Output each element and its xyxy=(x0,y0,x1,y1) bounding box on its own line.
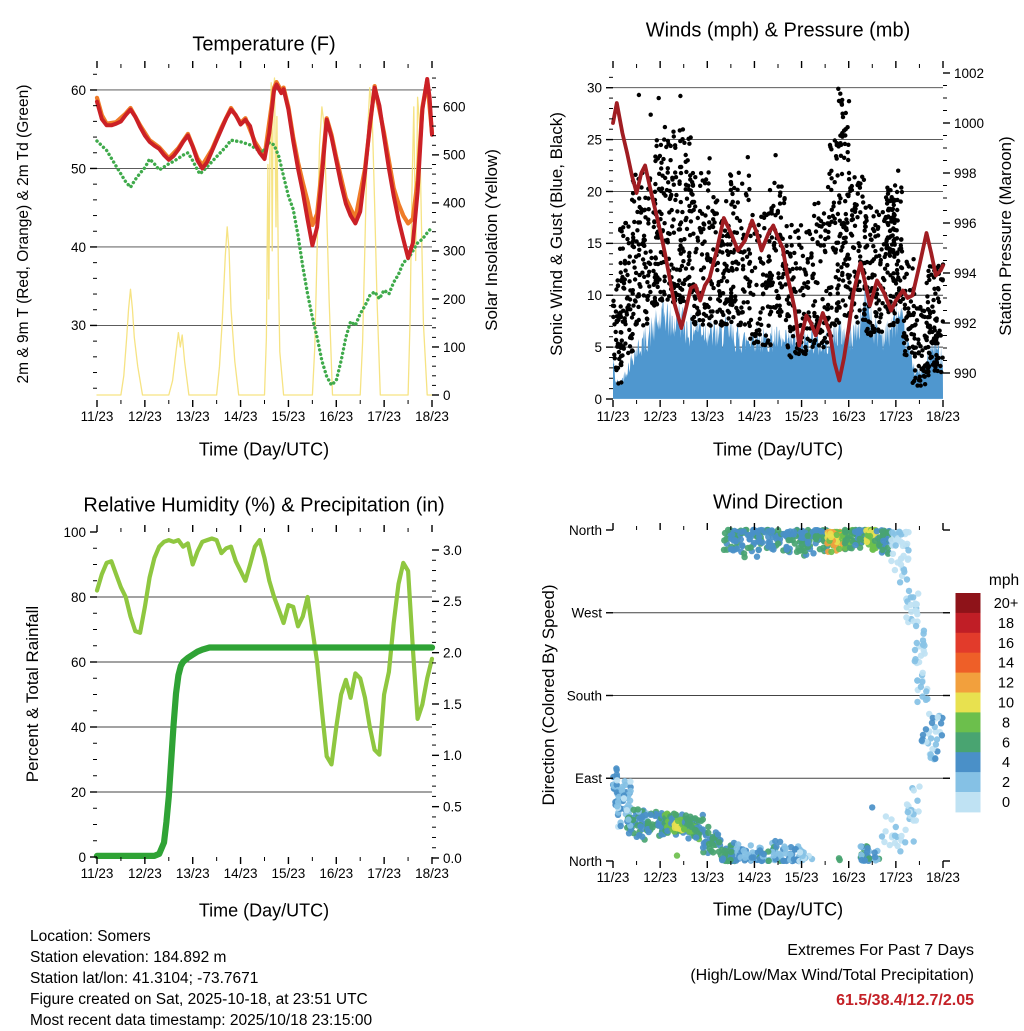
y-tick-label: 60 xyxy=(70,654,86,670)
temperature-left-axis-label: 2m & 9m T (Red, Orange) & 2m Td (Green) xyxy=(15,84,32,384)
x-tick-label: 16/23 xyxy=(319,866,354,881)
y-tick-label: 25 xyxy=(586,132,602,148)
wind-left-axis-label: Sonic Wind & Gust (Blue, Black) xyxy=(547,112,566,356)
x-tick-label: 13/23 xyxy=(175,866,210,881)
y-tick-label: 20 xyxy=(586,184,602,200)
x-tick-label: 18/23 xyxy=(415,409,449,424)
y-tick-label: 992 xyxy=(954,315,977,331)
x-tick-label: 16/23 xyxy=(831,870,866,885)
y-tick-label: 0.5 xyxy=(443,799,462,815)
x-tick-label: 14/23 xyxy=(223,409,258,424)
y-tick-label: 5 xyxy=(594,339,602,355)
y-tick-label: 500 xyxy=(443,147,466,163)
wind-direction-panel-title: Wind Direction xyxy=(712,491,844,514)
x-tick-label: 14/23 xyxy=(737,870,772,885)
y-tick-label: 60 xyxy=(70,82,86,98)
colorbar-title: mph xyxy=(988,572,1020,589)
y-tick-label: 1.5 xyxy=(443,696,462,712)
colorbar-tick-label: 20+ xyxy=(993,595,1019,612)
y-tick-label: 20 xyxy=(70,784,86,800)
y-tick-label: 1000 xyxy=(954,115,985,131)
x-tick-label: 18/23 xyxy=(415,866,449,881)
x-tick-label: 16/23 xyxy=(319,409,354,424)
x-tick-label: 11/23 xyxy=(596,409,630,424)
x-tick-label: 11/23 xyxy=(80,409,114,424)
extremes-subtitle: (High/Low/Max Wind/Total Precipitation) xyxy=(690,967,974,984)
x-tick-label: 12/23 xyxy=(643,409,678,424)
x-tick-label: 18/23 xyxy=(926,870,960,885)
humidity-panel-title: Relative Humidity (%) & Precipitation (in) xyxy=(83,494,445,517)
x-tick-label: 15/23 xyxy=(271,409,306,424)
x-tick-label: 13/23 xyxy=(690,870,725,885)
x-tick-label: 14/23 xyxy=(737,409,772,424)
y-tick-label: 400 xyxy=(443,195,466,211)
colorbar-tick-label: 14 xyxy=(997,655,1015,672)
y-tick-label: South xyxy=(566,688,602,704)
extremes-values: 61.5/38.4/12.7/2.05 xyxy=(836,992,974,1009)
panel-wind-direction xyxy=(567,523,1019,885)
x-tick-label: 17/23 xyxy=(878,870,913,885)
y-tick-label: 30 xyxy=(70,318,86,334)
colorbar-tick-label: 0 xyxy=(1001,794,1011,811)
extremes-block xyxy=(690,938,974,1013)
station-info-block xyxy=(30,926,372,1031)
y-tick-label: North xyxy=(568,522,602,538)
y-tick-label: 996 xyxy=(954,215,977,231)
x-tick-label: 14/23 xyxy=(223,866,258,881)
y-tick-label: East xyxy=(574,771,602,787)
humidity-x-axis-label: Time (Day/UTC) xyxy=(198,900,330,921)
x-tick-label: 18/23 xyxy=(926,409,960,424)
y-tick-label: 30 xyxy=(586,80,602,96)
colorbar-tick-label: 6 xyxy=(1001,735,1011,752)
y-tick-label: 990 xyxy=(954,365,977,381)
y-tick-label: 80 xyxy=(70,589,86,605)
y-tick-label: 0 xyxy=(443,387,451,403)
colorbar-tick-label: 18 xyxy=(997,615,1015,632)
y-tick-label: 3.0 xyxy=(443,542,462,558)
x-tick-label: 11/23 xyxy=(80,866,114,881)
x-tick-label: 11/23 xyxy=(596,870,630,885)
colorbar-tick-label: 2 xyxy=(1001,775,1011,792)
y-tick-label: 2.5 xyxy=(443,594,462,610)
panel-temperature xyxy=(71,61,466,424)
y-tick-label: 2.0 xyxy=(443,645,462,661)
y-tick-label: 0 xyxy=(594,391,602,407)
y-tick-label: 1.0 xyxy=(443,748,462,764)
y-tick-label: 300 xyxy=(443,243,466,259)
humidity-left-axis-label: Percent & Total Rainfall xyxy=(23,605,42,783)
extremes-title: Extremes For Past 7 Days xyxy=(787,942,974,959)
y-tick-label: 100 xyxy=(443,339,466,355)
temperature-panel-title: Temperature (F) xyxy=(192,33,336,56)
temperature-x-axis-label: Time (Day/UTC) xyxy=(198,439,330,460)
relative-humidity-line xyxy=(97,539,432,765)
station-elevation: Station elevation: 184.892 m xyxy=(30,949,227,966)
winds-x-axis-label: Time (Day/UTC) xyxy=(712,439,844,460)
y-tick-label: 0 xyxy=(78,849,86,865)
colorbar-tick-label: 16 xyxy=(997,635,1015,652)
y-tick-label: West xyxy=(571,605,602,621)
y-tick-label: 100 xyxy=(63,524,86,540)
panel-winds-pressure xyxy=(587,61,984,424)
x-tick-label: 17/23 xyxy=(367,866,402,881)
winds-panel-title: Winds (mph) & Pressure (mb) xyxy=(645,19,911,42)
data-timestamp: Most recent data timestamp: 2025/10/18 23:15:00 xyxy=(30,1012,373,1029)
y-tick-label: 15 xyxy=(586,236,602,252)
x-tick-label: 15/23 xyxy=(271,866,306,881)
colorbar-tick-label: 8 xyxy=(1001,715,1011,732)
y-tick-label: 200 xyxy=(443,291,466,307)
y-tick-label: 1002 xyxy=(954,65,985,81)
pressure-right-axis-label: Station Pressure (Maroon) xyxy=(996,136,1015,336)
direction-left-axis-label: Direction (Colored By Speed) xyxy=(539,584,558,806)
colorbar-tick-label: 12 xyxy=(997,675,1015,692)
station-location: Location: Somers xyxy=(30,928,151,945)
y-tick-label: 40 xyxy=(70,719,86,735)
x-tick-label: 12/23 xyxy=(127,409,162,424)
dewpoint-2m-line xyxy=(97,140,432,385)
y-tick-label: 600 xyxy=(443,99,466,115)
direction-x-axis-label: Time (Day/UTC) xyxy=(712,899,844,920)
y-tick-label: 50 xyxy=(70,161,86,177)
station-latlon: Station lat/lon: 41.3104; -73.7671 xyxy=(30,970,259,987)
colorbar-tick-label: 10 xyxy=(997,695,1015,712)
x-tick-label: 17/23 xyxy=(367,409,402,424)
y-tick-label: 998 xyxy=(954,165,977,181)
y-tick-label: 40 xyxy=(70,239,86,255)
y-tick-label: North xyxy=(568,853,602,869)
y-tick-label: 994 xyxy=(954,265,977,281)
x-tick-label: 12/23 xyxy=(643,870,678,885)
speed-colorbar xyxy=(956,572,1020,812)
total-rainfall-line xyxy=(97,648,432,856)
x-tick-label: 13/23 xyxy=(690,409,725,424)
x-tick-label: 15/23 xyxy=(784,409,819,424)
figure-created: Figure created on Sat, 2025-10-18, at 23:51 UTC xyxy=(30,991,368,1008)
x-tick-label: 13/23 xyxy=(175,409,210,424)
colorbar-tick-label: 4 xyxy=(1001,755,1011,772)
x-tick-label: 17/23 xyxy=(878,409,913,424)
solar-right-axis-label: Solar Insolation (Yellow) xyxy=(482,149,501,331)
panel-humidity-precip xyxy=(63,525,461,881)
y-tick-label: 10 xyxy=(586,288,602,304)
y-tick-label: 0.0 xyxy=(443,850,462,866)
x-tick-label: 15/23 xyxy=(784,870,819,885)
x-tick-label: 16/23 xyxy=(831,409,866,424)
x-tick-label: 12/23 xyxy=(127,866,162,881)
